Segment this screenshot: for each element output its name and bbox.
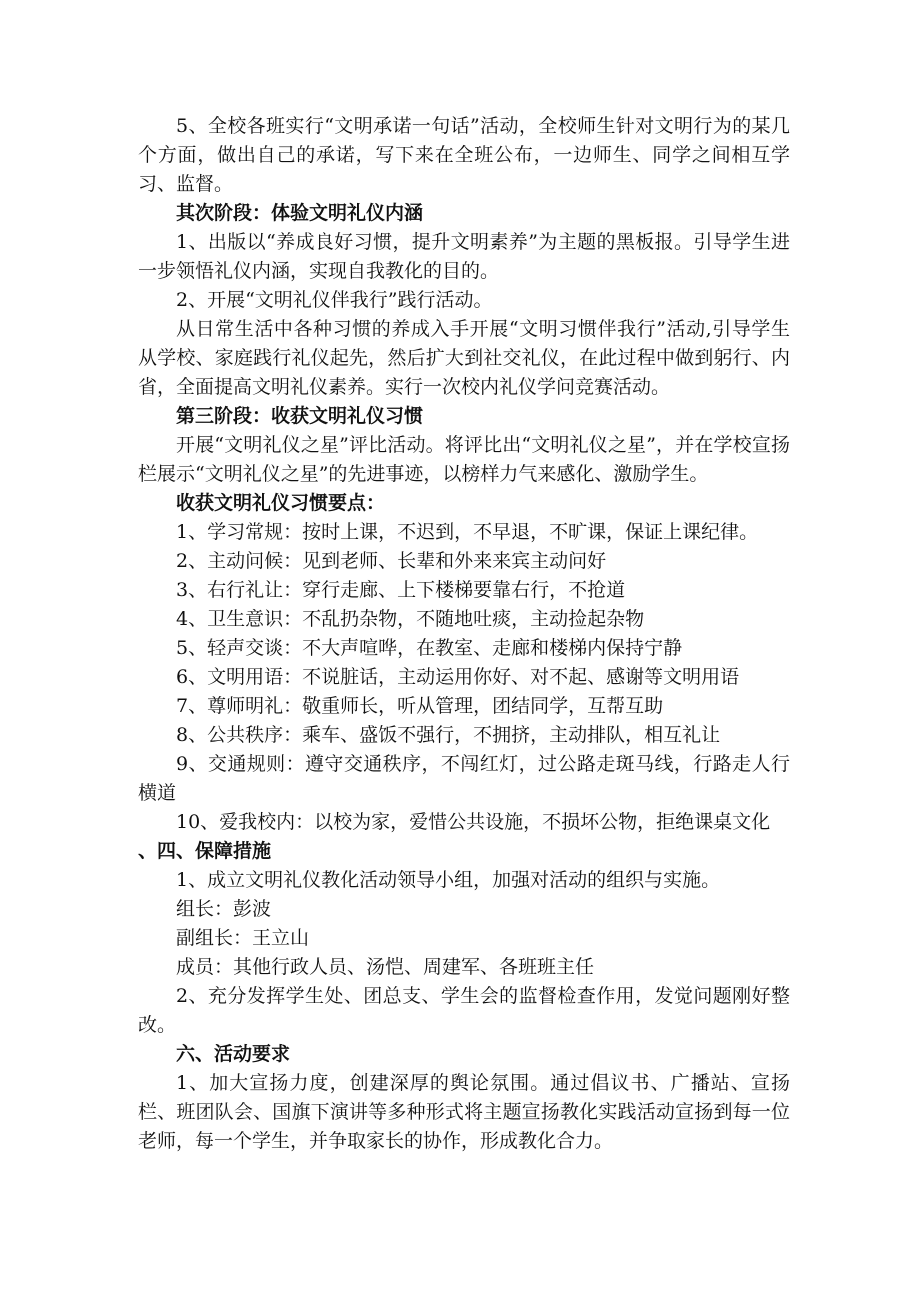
list-item: 2、主动问候：见到老师、长辈和外来来宾主动问好 [176, 550, 607, 572]
heading-stage-two: 其次阶段：体验文明礼仪内涵 [176, 202, 424, 224]
paragraph-practice-activity: 2、开展“文明礼仪伴我行”践行活动。 [176, 289, 493, 311]
heading-stage-three: 第三阶段：收获文明礼仪习惯 [176, 405, 424, 427]
paragraph-supervision: 2、充分发挥学生处、团总支、学生会的监督检查作用，发觉问题刚好整改。 [138, 985, 790, 1036]
list-item: 6、文明用语：不说脏话，主动运用你好、对不起、感谢等文明用语 [176, 666, 740, 688]
list-item: 10、爱我校内：以校为家，爱惜公共设施，不损坏公物，拒绝课桌文化 [176, 811, 771, 833]
list-item: 9、交通规则：遵守交通秩序，不闯红灯，过公路走斑马线，行路走人行横道 [138, 753, 790, 804]
paragraph-publicity: 1、加大宣扬力度，创建深厚的舆论氛围。通过倡议书、广播站、宣扬栏、班团队会、国旗下演讲等多种形式将主题宣扬教化实践活动宣扬到每一位老师，每一个学生，并争取家长的协作，形成教化合力。 [138, 1072, 790, 1152]
list-item: 5、轻声交谈：不大声喧哗，在教室、走廊和楼梯内保持宁静 [176, 637, 683, 659]
document-body [138, 112, 790, 1156]
heading-safeguards: 、四、保障措施 [138, 840, 272, 862]
paragraph-star-selection: 开展“文明礼仪之星”评比活动。将评比出“文明礼仪之星”，并在学校宣扬栏展示“文明礼仪之星”的先进事迹，以榜样力气来感化、激励学生。 [138, 434, 790, 485]
list-item: 8、公共秩序：乘车、盛饭不强行，不拥挤，主动排队，相互礼让 [176, 724, 721, 746]
paragraph-daily-habits: 从日常生活中各种习惯的养成入手开展“文明习惯伴我行”活动,引导学生从学校、家庭践行礼仪起先，然后扩大到社交礼仪，在此过程中做到躬行、内省，全面提高文明礼仪素养。实行一次校内礼仪学问竞赛活动。 [138, 318, 790, 398]
list-item: 4、卫生意识：不乱扔杂物，不随地吐痰，主动捡起杂物 [176, 608, 645, 630]
paragraph-deputy-leader: 副组长：王立山 [176, 927, 310, 949]
paragraph-group-leader: 组长：彭波 [176, 898, 272, 920]
paragraph-leadership-group: 1、成立文明礼仪教化活动领导小组，加强对活动的组织与实施。 [176, 869, 721, 891]
list-item: 1、学习常规：按时上课，不迟到，不早退，不旷课，保证上课纪律。 [176, 521, 759, 543]
heading-key-points: 收获文明礼仪习惯要点： [176, 492, 386, 514]
list-item: 7、尊师明礼：敬重师长，听从管理，团结同学，互帮互助 [176, 695, 664, 717]
list-item: 3、右行礼让：穿行走廊、上下楼梯要靠右行，不抢道 [176, 579, 626, 601]
paragraph-commitment-activity: 5、全校各班实行“文明承诺一句话”活动，全校师生针对文明行为的某几个方面，做出自己的承诺，写下来在全班公布，一边师生、同学之间相互学习、监督。 [138, 115, 790, 195]
paragraph-blackboard: 1、出版以“养成良好习惯，提升文明素养”为主题的黑板报。引导学生进一步领悟礼仪内涵，实现自我教化的目的。 [138, 231, 790, 282]
heading-activity-requirements: 六、活动要求 [176, 1043, 291, 1065]
paragraph-members: 成员：其他行政人员、汤恺、周建军、各班班主任 [176, 956, 595, 978]
